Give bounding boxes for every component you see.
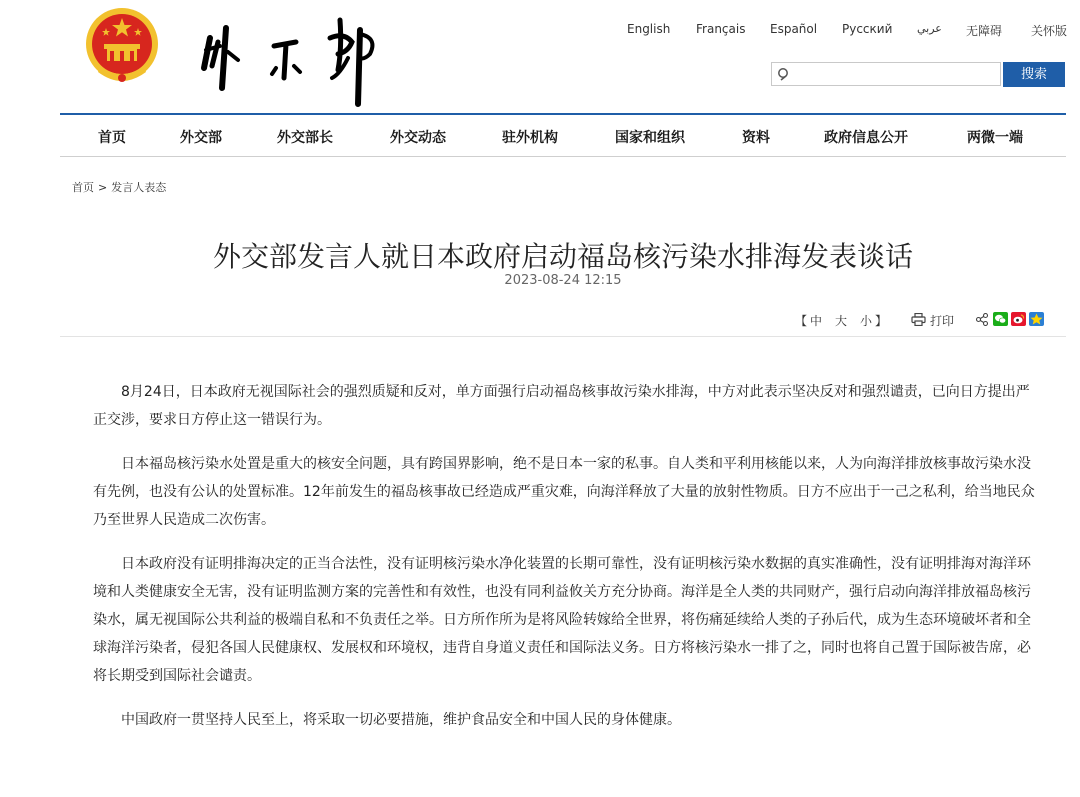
search-button[interactable]: 搜索: [1003, 62, 1065, 87]
nav-item-missions-abroad[interactable]: 驻外机构: [502, 130, 558, 146]
weibo-icon[interactable]: [1011, 312, 1026, 326]
nav-item-social-apps[interactable]: 两微一端: [967, 130, 1023, 146]
nav-item-diplomatic-news[interactable]: 外交动态: [390, 130, 446, 146]
elder-care-mode-link[interactable]: 关怀版: [1031, 24, 1068, 38]
lang-spanish-link[interactable]: Español: [770, 22, 818, 36]
national-emblem-icon[interactable]: [84, 6, 160, 86]
font-size-bracket-close: 】: [875, 314, 888, 328]
article-body: [93, 378, 1038, 750]
article-paragraph: 日本福岛核污染水处置是重大的核安全问题，具有跨国界影响，绝不是日本一家的私事。自人类和平利用核能以来，人为向海洋排放核事故污染水没有先例，也没有公认的处置标准。12年前发生的福岛核事故已经造成严重灾难，向海洋释放了大量的放射性物质。日方不应出于一己之私利，给当地民众乃至世界人民造成二次伤害。: [93, 456, 1035, 528]
print-link[interactable]: 打印: [930, 314, 955, 328]
article-paragraph: 日本政府没有证明排海决定的正当合法性，没有证明核污染水净化装置的长期可靠性，没有证明核污染水数据的真实准确性，没有证明排海对海洋环境和人类健康安全无害，没有证明监测方案的完善性和有效性，也没有同利益攸关方充分协商。海洋是全人类的共同财产，强行启动向海洋排放福岛核污染水，属无视国际公共利益的极端自私和不负责任之举。日方所作所为是将风险转嫁给全世界，将伤痛延续给人类的子孙后代，成为生态环境破坏者和全球海洋污染者，侵犯各国人民健康权、发展权和环境权，违背自身道义责任和国际法义务。日方将核污染水一排了之，同时也将自己置于国际被告席，必将长期受到国际社会谴责。: [93, 556, 1031, 684]
font-size-large-button[interactable]: 中: [810, 314, 823, 328]
qzone-icon[interactable]: [1029, 312, 1044, 326]
breadcrumb: [72, 179, 166, 195]
lang-arabic-link[interactable]: عربي: [917, 22, 942, 35]
printer-icon[interactable]: [911, 313, 926, 326]
share-icon[interactable]: [976, 313, 988, 326]
nav-item-minister[interactable]: 外交部长: [277, 130, 333, 146]
lang-english-link[interactable]: English: [627, 22, 671, 36]
nav-item-resources[interactable]: 资料: [742, 130, 770, 146]
font-size-bracket-open: 【: [795, 314, 808, 328]
lang-french-link[interactable]: Français: [696, 22, 746, 36]
article-paragraph: 8月24日，日本政府无视国际社会的强烈质疑和反对，单方面强行启动福岛核事故污染水排海，中方对此表示坚决反对和强烈谴责，已向日方提出严正交涉，要求日方停止这一错误行为。: [93, 384, 1030, 428]
breadcrumb-current-link[interactable]: 发言人表态: [111, 181, 167, 194]
font-size-medium-button[interactable]: 大: [835, 314, 848, 328]
nav-item-ministry[interactable]: 外交部: [180, 130, 222, 146]
site-header: [0, 0, 1080, 114]
font-size-small-button[interactable]: 小: [860, 314, 873, 328]
article-paragraph: 中国政府一贯坚持人民至上，将采取一切必要措施，维护食品安全和中国人民的身体健康。: [121, 712, 681, 728]
search-icon: [777, 67, 791, 81]
nav-item-home[interactable]: 首页: [98, 130, 126, 146]
search-box: [771, 62, 1001, 86]
site-logo[interactable]: [192, 8, 392, 108]
article-title: 外交部发言人就日本政府启动福岛核污染水排海发表谈话: [212, 239, 913, 273]
breadcrumb-separator: >: [98, 181, 108, 194]
accessibility-link[interactable]: 无障碍: [966, 24, 1003, 38]
language-bar: [600, 22, 1070, 40]
search-input[interactable]: [796, 65, 1000, 85]
breadcrumb-home-link[interactable]: 首页: [72, 181, 94, 194]
lang-russian-link[interactable]: Русский: [842, 22, 893, 36]
nav-item-countries-organizations[interactable]: 国家和组织: [615, 130, 685, 146]
content-divider: [60, 336, 1066, 337]
nav-item-government-info[interactable]: 政府信息公开: [824, 130, 908, 146]
main-nav: [60, 113, 1066, 157]
article-date: 2023-08-24 12:15: [504, 273, 622, 288]
wechat-icon[interactable]: [993, 312, 1008, 326]
